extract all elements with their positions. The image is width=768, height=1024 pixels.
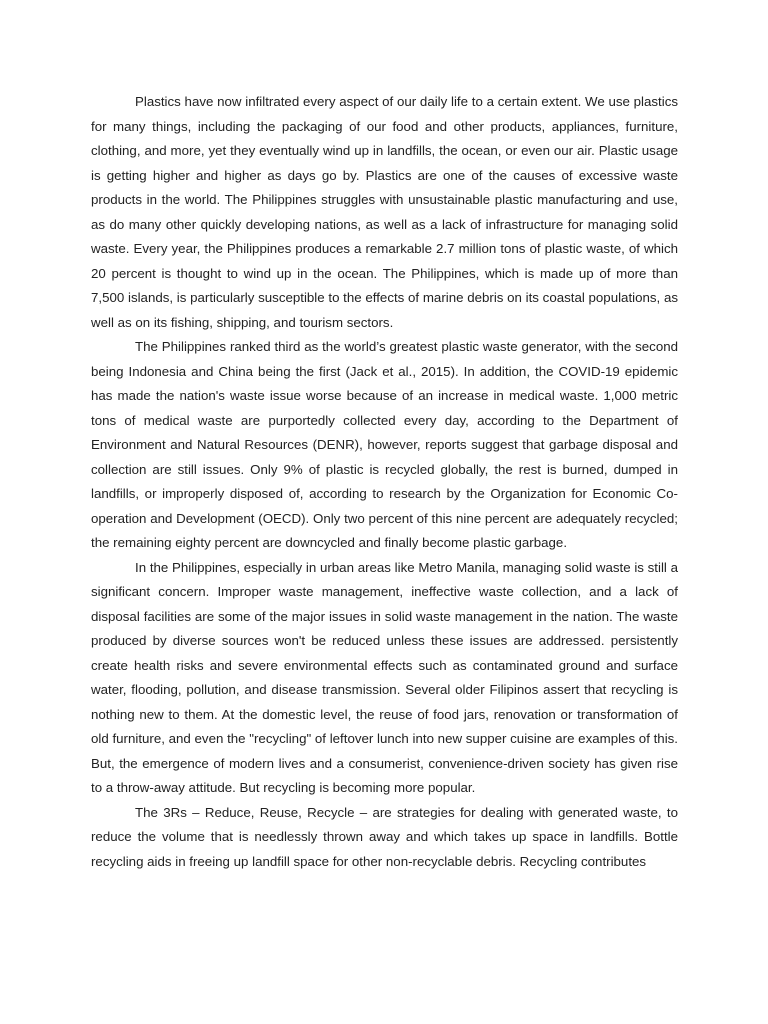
paragraph-4: The 3Rs – Reduce, Reuse, Recycle – are strategies for dealing with generated waste, to reduce the volume that is needlessly thrown away and which takes up space in landfills. Bottle recycling aids in freeing up landfill space for other non-recyclable debris. Recycling contributes [91,804,678,869]
paragraph-1: Plastics have now infiltrated every aspect of our daily life to a certain extent. We use plastics for many things, including the packaging of our food and other products, appliances, furniture, clothing, and more, yet they eventually wind up in landfills, the ocean, or even our air. Plastic usage is getting higher and higher as days go by. Plastics are one of the causes of excessive waste products in the world. The Philippines struggles with unsustainable plastic manufacturing and use, as do many other quickly developing nations, as well as a lack of infrastructure for managing solid waste. Every year, the Philippines produces a remarkable 2.7 million tons of plastic waste, of which 20 percent is thought to wind up in the ocean. The Philippines, which is made up of more than 7,500 islands, is particularly susceptible to the effects of marine debris on its coastal populations, as well as on its fishing, shipping, and tourism sectors. [91,94,678,330]
paragraph-2: The Philippines ranked third as the world’s greatest plastic waste generator, with the second being Indonesia and China being the first (Jack et al., 2015). In addition, the COVID-19 epidemic has made the nation's waste issue worse because of an increase in medical waste. 1,000 metric tons of medical waste are purportedly collected every day, according to the Department of Environment and Natural Resources (DENR), however, reports suggest that garbage disposal and collection are still issues. Only 9% of plastic is recycled globally, the rest is burned, dumped in landfills, or improperly disposed of, according to research by the Organization for Economic Co-operation and Development (OECD). Only two percent of this nine percent are adequately recycled; the remaining eighty percent are downcycled and finally become plastic garbage. [91,339,678,550]
document-body [91,90,678,874]
paragraph-3: In the Philippines, especially in urban areas like Metro Manila, managing solid waste is still a significant concern. Improper waste management, ineffective waste collection, and a lack of disposal facilities are some of the major issues in solid waste management in the nation. The waste produced by diverse sources won't be reduced unless these issues are addressed. persistently create health risks and severe environmental effects such as contaminated ground and surface water, flooding, pollution, and disease transmission. Several older Filipinos assert that recycling is nothing new to them. At the domestic level, the reuse of food jars, renovation or transformation of old furniture, and even the "recycling" of leftover lunch into new supper cuisine are examples of this. But, the emergence of modern lives and a consumerist, convenience-driven society has given rise to a throw-away attitude. But recycling is becoming more popular. [91,559,678,795]
